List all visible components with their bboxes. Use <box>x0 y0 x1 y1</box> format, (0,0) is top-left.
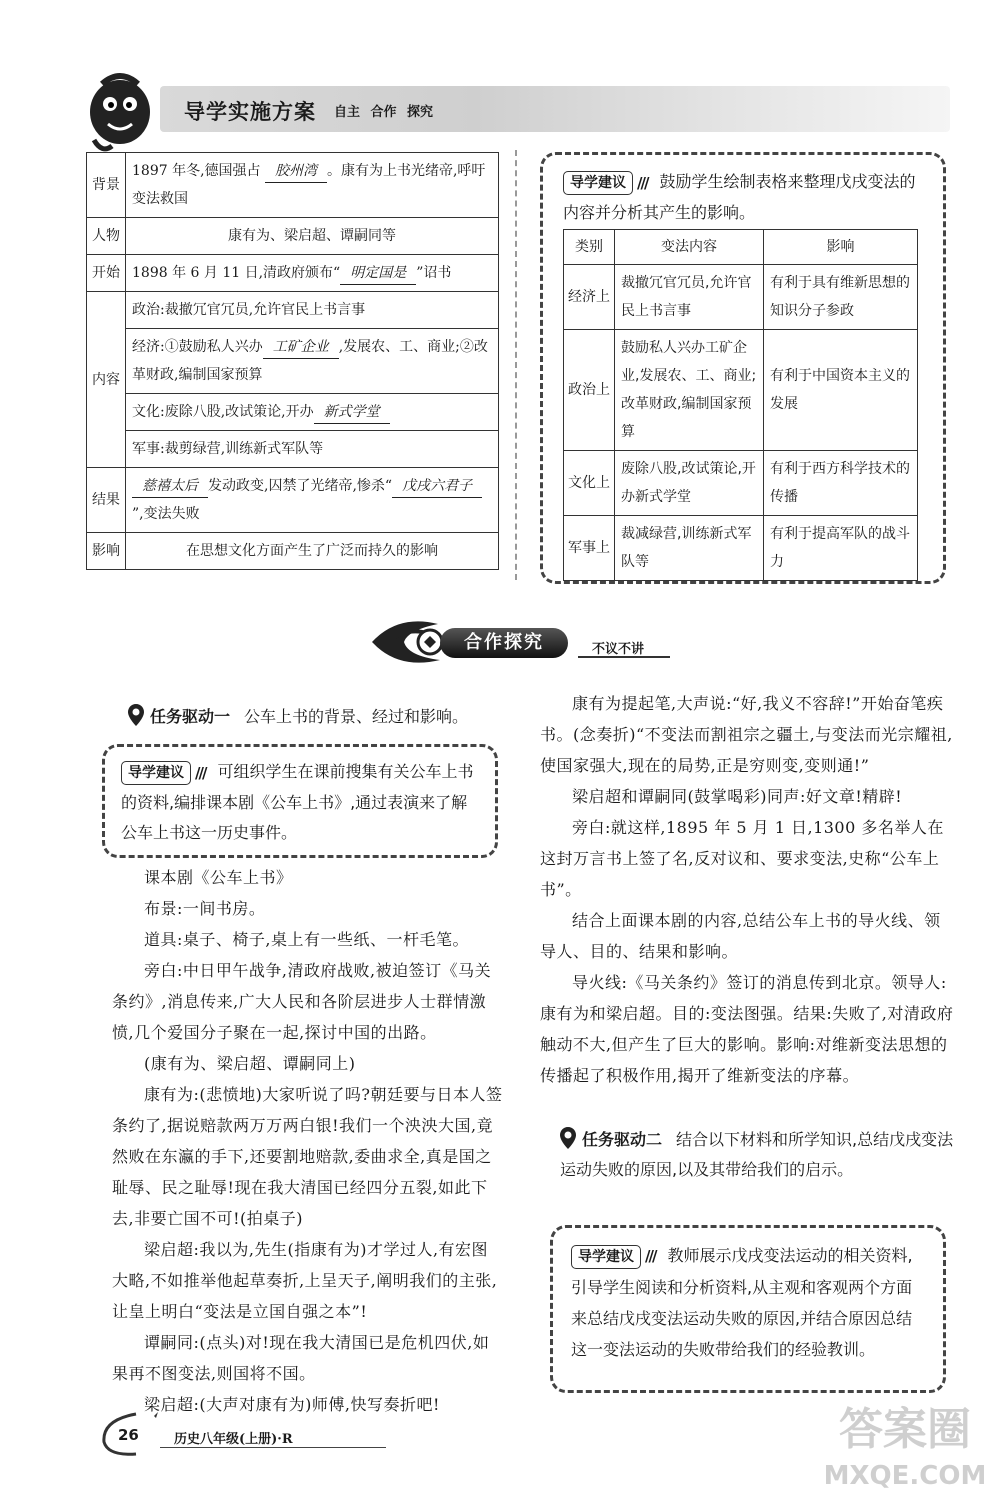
people-cell: 康有为、梁启超、谭嗣同等 <box>126 218 499 255</box>
suggestion-text <box>121 757 481 848</box>
category-cell: 政治上 <box>564 330 615 451</box>
table-row <box>87 153 499 218</box>
watermark-url: MXQE.COM <box>823 1461 987 1491</box>
text: 经济:①鼓励私人兴办 <box>132 339 263 355</box>
text: 。康有为上书光绪帝,呼吁变法救国 <box>132 163 486 207</box>
table-row <box>87 468 499 533</box>
suggestion-text <box>563 167 923 228</box>
paragraph: (康有为、梁启超、谭嗣同上) <box>144 1054 356 1073</box>
paragraph: 梁启超:(大声对康有为)师傅,快写奏折吧! <box>144 1395 440 1414</box>
paragraph: 康有为:(悲愤地)大家听说了吗?朝廷要与日本人签条约了,据说赔款两万万两白银!我们一个泱泱大国,竟然败在东瀛的手下,还要割地赔款,委曲求全,真是国之耻辱、民之耻辱!现在我大清国已经四分五裂,如此下去,非要亡国不可!(拍桌子) <box>112 1085 503 1228</box>
background-cell <box>126 153 499 218</box>
row-label: 结果 <box>87 468 126 533</box>
answer-blank: 慈禧太后 <box>132 475 208 498</box>
text: 鼓励学生绘制表格来整理戊戌变法的内容并分析其产生的影响。 <box>563 172 916 222</box>
slash-icon: /// <box>645 1247 656 1265</box>
suggestion-badge: 导学建议 <box>571 1245 641 1269</box>
result-cell <box>126 468 499 533</box>
column-divider <box>515 150 517 580</box>
reform-summary-table <box>86 152 499 570</box>
play-right-column <box>540 688 954 1091</box>
page-number: 26 <box>118 1426 139 1444</box>
divider <box>578 656 670 658</box>
paragraph: 旁白:就这样,1895 年 5 月 1 日,1300 多名举人在这封万言书上签了名,反对议和、要求变法,史称“公车上书”。 <box>540 818 944 899</box>
row-label: 内容 <box>87 292 126 468</box>
content-cell: 废除八股,改试策论,开办新式学堂 <box>615 451 764 516</box>
start-cell <box>126 255 499 292</box>
category-cell: 军事上 <box>564 516 615 581</box>
culture-cell <box>126 394 499 431</box>
answer-blank: 工矿企业 <box>263 336 339 359</box>
mascot-icon <box>72 62 168 158</box>
politics-cell: 政治:裁撤冗官冗员,允许官民上书言事 <box>126 292 499 329</box>
text: 教师展示戊戌变法运动的相关资料,引导学生阅读和分析资料,从主观和客观两个方面来总结戊戌变法运动失败的原因,并结合原因总结这一变法运动的失败带给我们的经验教训。 <box>571 1246 913 1359</box>
table-row <box>87 255 499 292</box>
paragraph: 结合上面课本剧的内容,总结公车上书的导火线、领导人、目的、结果和影响。 <box>540 911 941 961</box>
text: ,发展农、工、商业;②改革财政,编制国家预算 <box>132 339 488 383</box>
task-text: 公车上书的背景、经过和影响。 <box>244 707 469 726</box>
header-tags: 自主 合作 探究 <box>334 105 434 120</box>
text: “ <box>384 478 393 494</box>
column-header: 类别 <box>564 230 615 265</box>
suggestion-badge: 导学建议 <box>121 761 191 785</box>
slash-icon: /// <box>195 763 206 782</box>
column-header: 影响 <box>764 230 918 265</box>
suggestion-box-3 <box>550 1225 946 1393</box>
paragraph: 旁白:中日甲午战争,清政府战败,被迫签订《马关条约》,消息传来,广大人民和各阶层进步人士群情激愤,几个爱国分子聚在一起,探讨中国的出路。 <box>112 961 492 1042</box>
text: 可组织学生在课前搜集有关公车上书的资料,编排课本剧《公车上书》,通过表演来了解公车上书这一历史事件。 <box>121 762 474 842</box>
reform-analysis-table <box>563 229 918 581</box>
play-left-column <box>112 862 504 1420</box>
impact-cell: 有利于具有维新思想的知识分子参政 <box>764 265 918 330</box>
play-title: 课本剧《公车上书》 <box>144 868 293 887</box>
impact-cell: 有利于提高军队的战斗力 <box>764 516 918 581</box>
task-label: 任务驱动二 <box>582 1130 663 1149</box>
location-pin-icon <box>128 704 144 726</box>
impact-cell: 在思想文化方面产生了广泛而持久的影响 <box>126 533 499 570</box>
paragraph: 道具:桌子、椅子,桌上有一些纸、一杆毛笔。 <box>144 930 469 949</box>
row-label: 影响 <box>87 533 126 570</box>
answer-blank: 戊戌六君子 <box>392 475 482 498</box>
row-label: 背景 <box>87 153 126 218</box>
watermark-text: 答案圈 <box>839 1404 971 1455</box>
task-label: 任务驱动一 <box>150 707 231 726</box>
text: 1898 年 6 月 11 日,清政府颁布“ <box>132 265 341 281</box>
content-cell: 鼓励私人兴办工矿企业,发展农、工、商业;改革财政,编制国家预算 <box>615 330 764 451</box>
suggestion-badge: 导学建议 <box>563 171 633 195</box>
text: 1897 年冬,德国强占 <box>132 163 261 179</box>
row-label: 人物 <box>87 218 126 255</box>
table-row <box>87 218 499 255</box>
table-row <box>87 394 499 431</box>
text: ”,变法失败 <box>132 506 200 522</box>
economy-cell <box>126 329 499 394</box>
impact-cell: 有利于中国资本主义的发展 <box>764 330 918 451</box>
location-pin-icon <box>560 1127 576 1149</box>
paragraph: 梁启超和谭嗣同(鼓掌喝彩)同声:好文章!精辟! <box>572 787 903 806</box>
paragraph: 谭嗣同:(点头)对!现在我大清国已是危机四伏,如果再不图变法,则国将不国。 <box>112 1333 490 1383</box>
slash-icon: /// <box>637 173 648 192</box>
table-row <box>564 265 918 330</box>
category-cell: 经济上 <box>564 265 615 330</box>
table-row <box>564 516 918 581</box>
paragraph: 布景:一间书房。 <box>144 899 266 918</box>
impact-cell: 有利于西方科学技术的传播 <box>764 451 918 516</box>
section-note: 不议不讲 <box>592 642 645 657</box>
text: 发动政变,囚禁了光绪帝,惨杀 <box>208 478 385 494</box>
answer-blank: 明定国是 <box>340 262 416 285</box>
row-label: 开始 <box>87 255 126 292</box>
suggestion-box-2 <box>102 744 498 858</box>
watermark-logo-icon <box>820 1392 990 1497</box>
text: 文化:废除八股,改试策论,开办 <box>132 404 314 420</box>
table-header-row <box>564 230 918 265</box>
table-row <box>87 431 499 468</box>
divider <box>160 1447 386 1448</box>
task-text: 结合以下材料和所学知识,总结戊戌变法运动失败的原因,以及其带给我们的启示。 <box>560 1130 954 1179</box>
text: ”诏书 <box>416 265 452 281</box>
paragraph: 导火线:《马关条约》签订的消息传到北京。领导人:康有为和梁启超。目的:变法图强。结果:失败了,对清政府触动不大,但产生了巨大的影响。影响:对维新变法思想的传播起了积极作用,揭开了维新变法的序幕。 <box>540 973 954 1085</box>
answer-blank: 新式学堂 <box>314 401 390 424</box>
book-title: 历史八年级(上册)·R <box>174 1432 293 1447</box>
task-2-heading <box>560 1125 954 1185</box>
task-1-heading <box>128 702 468 732</box>
suggestion-text <box>571 1240 927 1365</box>
answer-blank: 胶州湾 <box>265 160 327 183</box>
category-cell: 文化上 <box>564 451 615 516</box>
paragraph: 康有为提起笔,大声说:“好,我义不容辞!”开始奋笔疾书。(念奏折)“不变法而割祖宗之疆土,与变法而光宗耀祖,使国家强大,现在的局势,正是穷则变,变则通!” <box>540 694 953 775</box>
column-header: 变法内容 <box>615 230 764 265</box>
header-title: 导学实施方案 <box>184 100 316 124</box>
table-row <box>564 451 918 516</box>
table-row <box>87 533 499 570</box>
table-row <box>87 329 499 394</box>
content-cell: 裁减绿营,训练新式军队等 <box>615 516 764 581</box>
section-title: 合作探究 <box>440 628 568 658</box>
content-cell: 裁撤冗官冗员,允许官民上书言事 <box>615 265 764 330</box>
paragraph: 梁启超:我以为,先生(指康有为)才学过人,有宏图大略,不如推举他起草奏折,上呈天子,阐明我们的主张,让皇上明白“变法是立国自强之本”! <box>112 1240 498 1321</box>
military-cell: 军事:裁剪绿营,训练新式军队等 <box>126 431 499 468</box>
table-row <box>87 292 499 329</box>
table-row <box>564 330 918 451</box>
